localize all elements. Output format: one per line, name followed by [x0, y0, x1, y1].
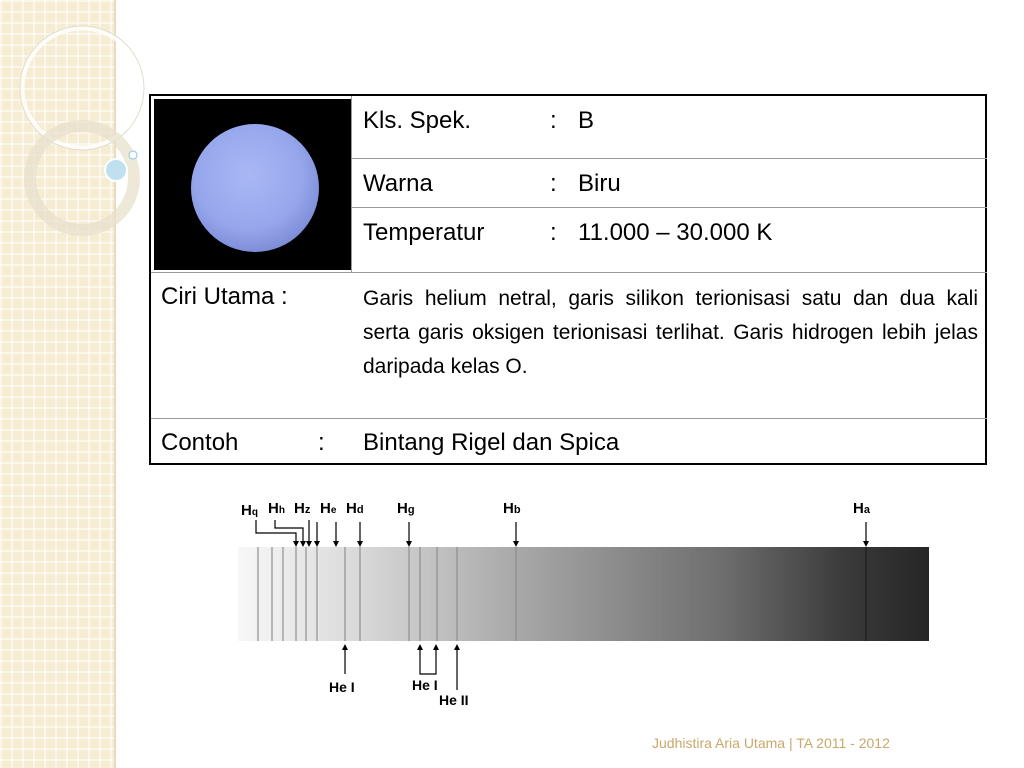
hydrogen-label: Hg [397, 500, 415, 517]
arrow-connector [420, 648, 436, 674]
arrowhead [300, 541, 306, 547]
arrowhead [314, 541, 320, 547]
top-arrows [256, 520, 866, 543]
feature-label: Ciri Utama : [161, 283, 288, 310]
bottom-arrowheads [342, 644, 460, 650]
color-value: Biru [578, 170, 621, 197]
example-label: Contoh [161, 429, 239, 456]
arrowhead [454, 644, 460, 650]
hydrogen-label: Hq [241, 502, 258, 519]
example-value: Bintang Rigel dan Spica [363, 429, 620, 456]
spectral-class-label: Kls. Spek. [363, 107, 472, 134]
top-arrowheads [293, 541, 869, 547]
arrow-connector [256, 520, 296, 543]
spectral-class-value: B [578, 107, 595, 134]
hydrogen-label: Hz [294, 500, 311, 517]
arrowhead [417, 644, 423, 650]
hydrogen-label: Hd [346, 500, 364, 517]
temperature-value: 11.000 – 30.000 K [578, 219, 773, 246]
arrowhead [433, 644, 439, 650]
arrowhead [342, 644, 348, 650]
helium-label: He I [412, 677, 438, 693]
temperature-sep: : [550, 219, 557, 246]
hydrogen-label: Hb [503, 500, 521, 517]
spectral-class-sep: : [550, 107, 557, 134]
arrowhead [293, 541, 299, 547]
helium-label: He II [439, 692, 469, 708]
arrowhead [513, 541, 519, 547]
hydrogen-label: He [320, 500, 337, 517]
example-sep: : [318, 429, 325, 456]
footer-credit: Judhistira Aria Utama | TA 2011 - 2012 [652, 735, 890, 751]
helium-label: He I [329, 679, 355, 695]
feature-description: Garis helium netral, garis silikon terionisasi satu dan dua kali serta garis oksigen terionisasi terlihat. Garis hidrogen lebih jelas daripada kelas O. [363, 287, 978, 378]
arrowhead [306, 541, 312, 547]
bottom-arrows [345, 648, 457, 690]
hydrogen-label: Ha [853, 500, 870, 517]
color-sep: : [550, 170, 557, 197]
arrowhead [357, 541, 363, 547]
temperature-label: Temperatur [363, 219, 485, 246]
color-label: Warna [363, 170, 433, 197]
hydrogen-label: Hh [268, 500, 285, 517]
arrowhead [406, 541, 412, 547]
arrowhead [863, 541, 869, 547]
arrow-connector [275, 520, 303, 543]
spectrum-band [238, 547, 929, 641]
arrowhead [333, 541, 339, 547]
